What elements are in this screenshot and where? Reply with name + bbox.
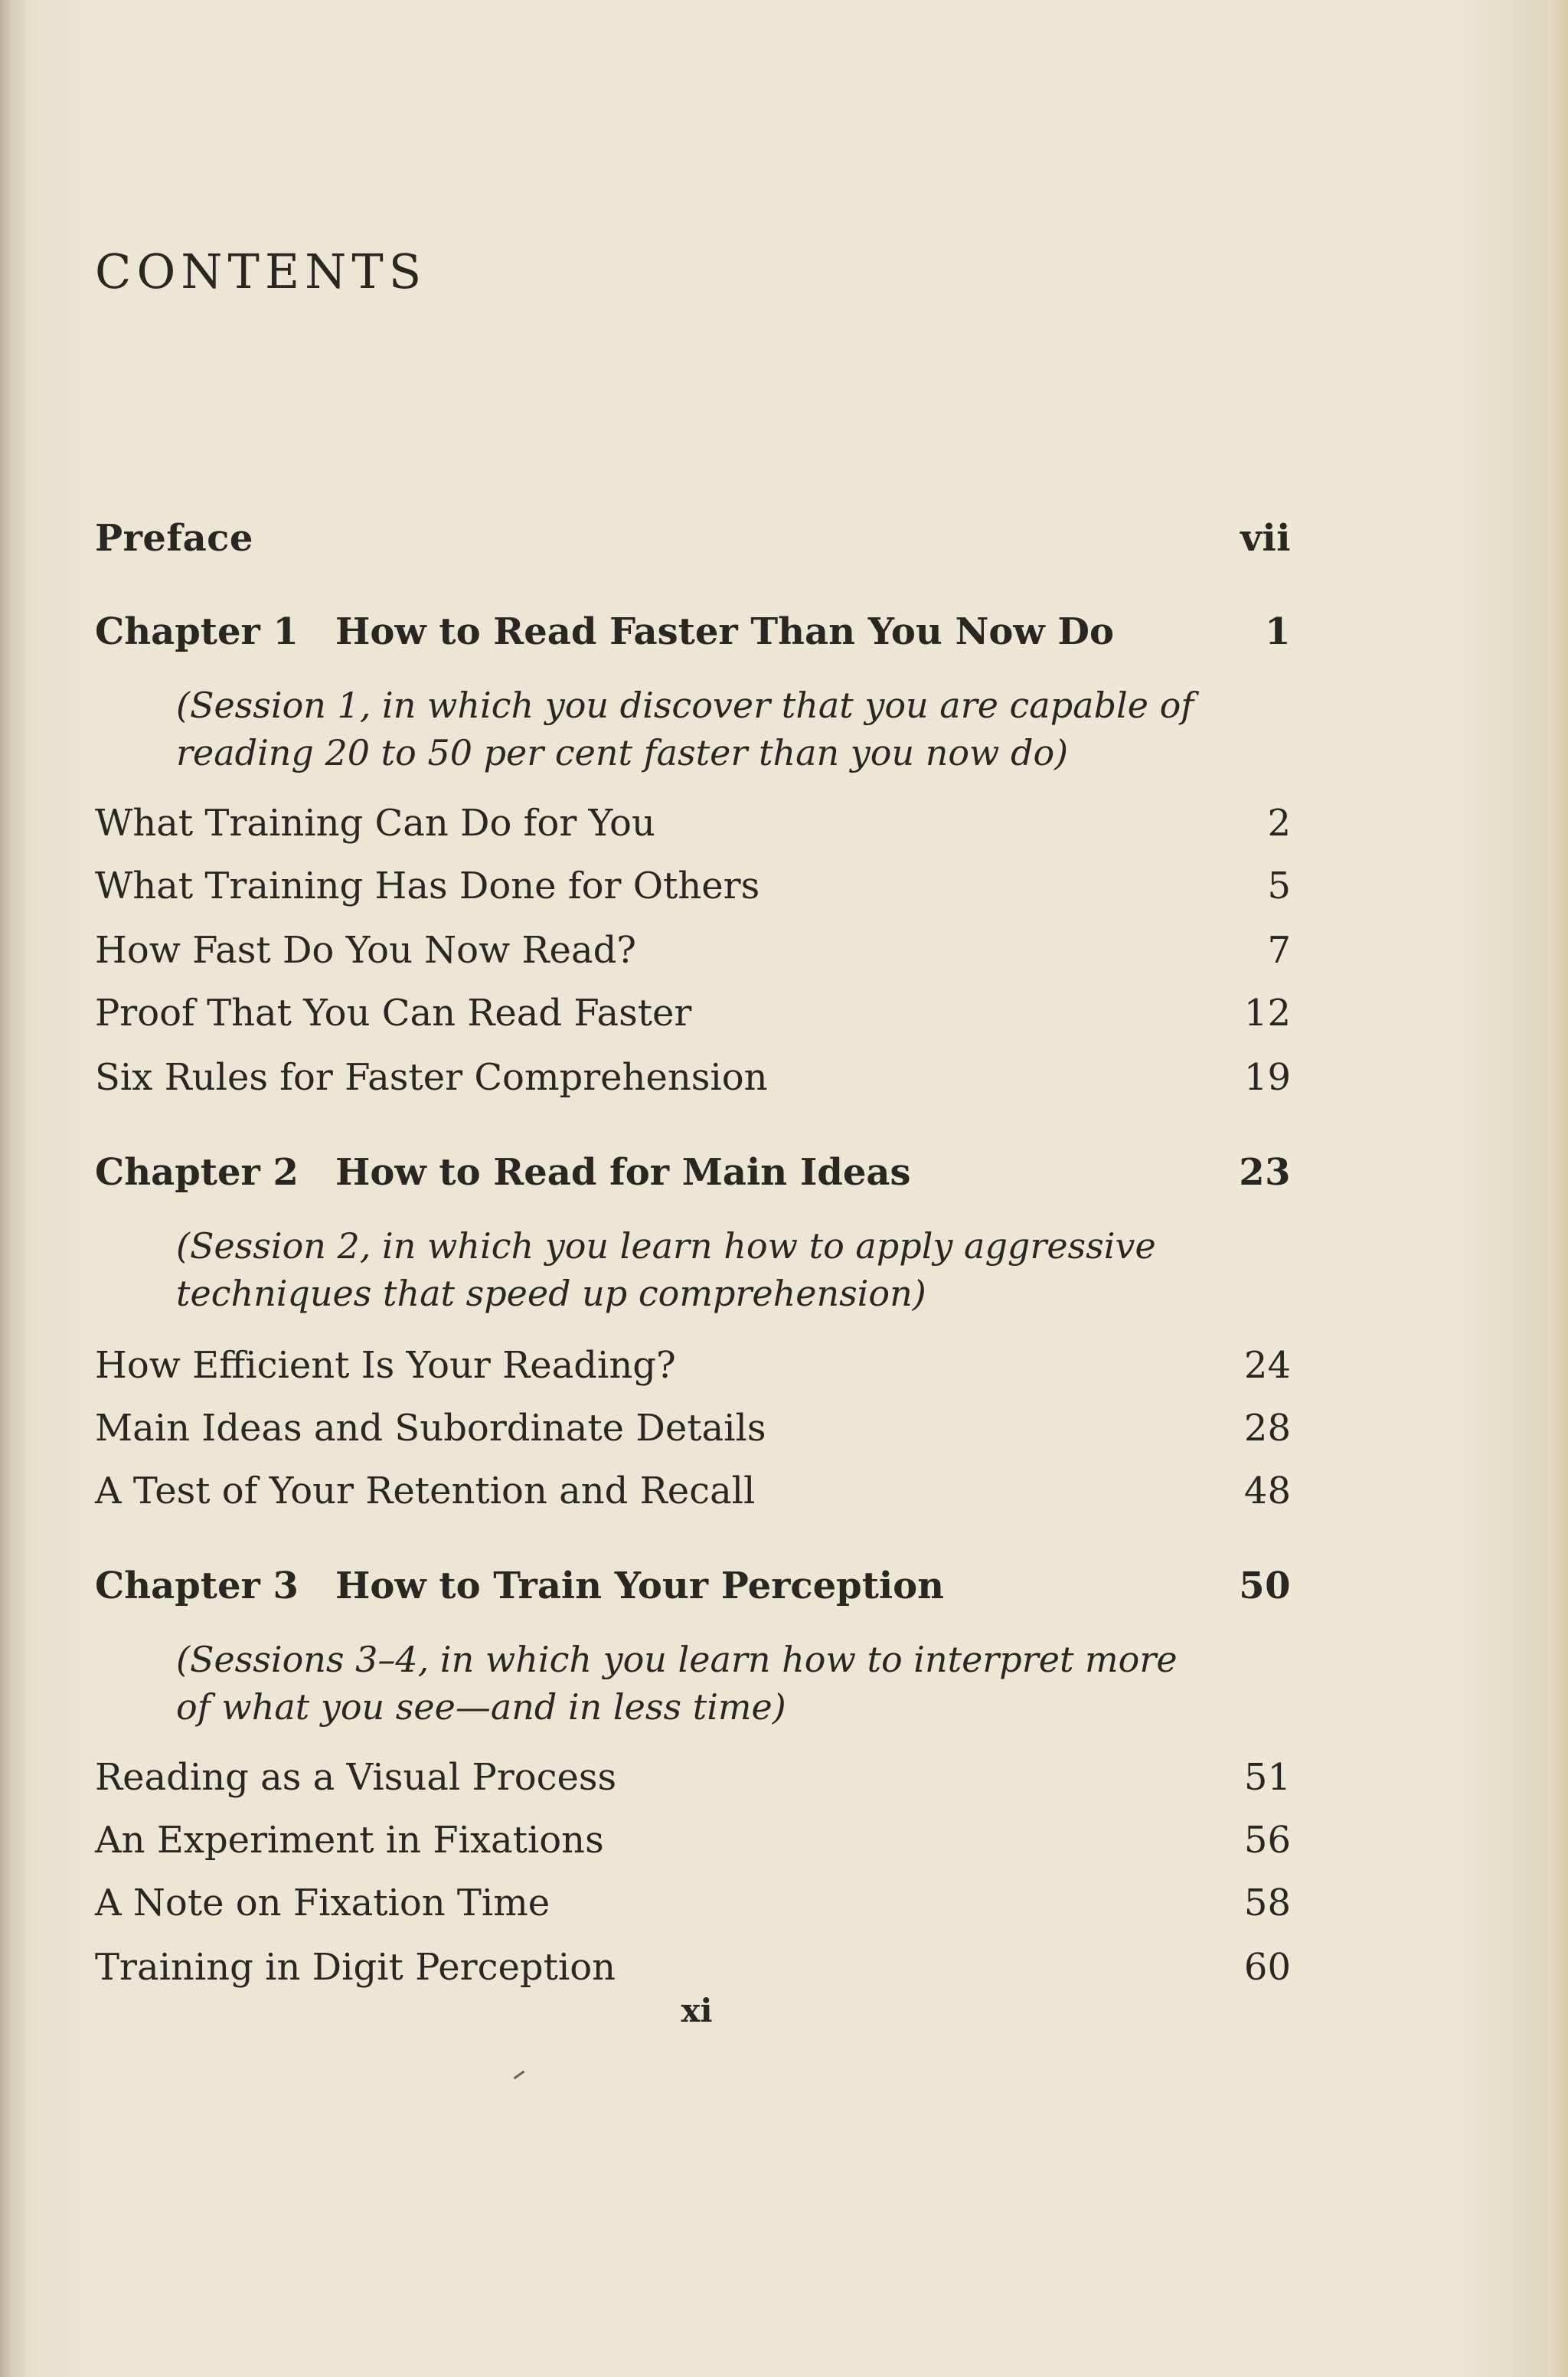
toc-section	[95, 1813, 1291, 1867]
pencil-mark	[514, 2071, 525, 2080]
toc-section-page: 7	[1267, 929, 1291, 972]
toc-entry-label: Preface	[95, 517, 253, 560]
toc-section-page: 48	[1243, 1470, 1291, 1512]
toc-section-page: 5	[1267, 865, 1291, 907]
toc-section	[95, 1339, 1291, 1392]
toc-section	[95, 796, 1291, 850]
toc-section	[95, 924, 1291, 977]
chapter-number: Chapter 2	[95, 1151, 299, 1194]
toc-chapter-1	[95, 605, 1291, 659]
toc-section-label: A Note on Fixation Time	[95, 1882, 550, 1924]
chapter-title: How to Read Faster Than You Now Do	[335, 610, 1114, 653]
chapter-page: 50	[1239, 1565, 1291, 1607]
chapter-page: 23	[1239, 1151, 1291, 1194]
toc-section-label: How Fast Do You Now Read?	[95, 929, 637, 972]
chapter-page: 1	[1265, 610, 1291, 653]
toc-section	[95, 1876, 1291, 1930]
chapter-number: Chapter 1	[95, 610, 299, 653]
toc-section-page: 19	[1243, 1056, 1291, 1099]
toc-section-label: Training in Digit Perception	[95, 1946, 616, 1989]
chapter-title: How to Read for Main Ideas	[335, 1151, 911, 1194]
toc-section-label: A Test of Your Retention and Recall	[95, 1470, 756, 1512]
chapter-title: How to Train Your Perception	[335, 1565, 945, 1607]
toc-section	[95, 1401, 1291, 1455]
toc-section-page: 56	[1243, 1819, 1291, 1862]
toc-section-label: An Experiment in Fixations	[95, 1819, 604, 1862]
book-spine-shadow	[0, 0, 26, 2377]
toc-section-label: Proof That You Can Read Faster	[95, 992, 692, 1035]
toc-entry-page: vii	[1240, 517, 1291, 560]
chapter-number: Chapter 3	[95, 1565, 299, 1607]
toc-section-page: 51	[1243, 1756, 1291, 1799]
toc-entry-preface	[95, 512, 1291, 565]
toc-section-label: Main Ideas and Subordinate Details	[95, 1407, 766, 1450]
toc-chapter-2	[95, 1146, 1291, 1199]
toc-section-label: How Efficient Is Your Reading?	[95, 1344, 676, 1387]
chapter-2-description: (Session 2, in which you learn how to apply aggressive techniques that speed up comprehension)	[176, 1225, 1156, 1314]
toc-section	[95, 859, 1291, 913]
toc-section-page: 60	[1243, 1946, 1291, 1989]
page-title: CONTENTS	[95, 244, 427, 299]
toc-section-label: What Training Can Do for You	[95, 802, 655, 845]
chapter-1-description: (Session 1, in which you discover that you are capable of reading 20 to 50 per cent faster than you now do)	[176, 685, 1194, 773]
page-folio: xi	[681, 1992, 713, 2029]
toc-section	[95, 1464, 1291, 1518]
toc-section-label: What Training Has Done for Others	[95, 865, 760, 907]
toc-section	[95, 1751, 1291, 1804]
chapter-3-description: (Sessions 3–4, in which you learn how to interpret more of what you see—and in less time)	[176, 1639, 1178, 1728]
toc-section-page: 28	[1243, 1407, 1291, 1450]
toc-section	[95, 1051, 1291, 1104]
toc-section-page: 12	[1243, 992, 1291, 1035]
toc-section-label: Reading as a Visual Process	[95, 1756, 617, 1799]
toc-section	[95, 1941, 1291, 1994]
toc-section-page: 2	[1267, 802, 1291, 845]
toc-section-page: 24	[1243, 1344, 1291, 1387]
toc-section-page: 58	[1243, 1882, 1291, 1924]
page-edge	[1548, 0, 1568, 2377]
toc-chapter-3	[95, 1559, 1291, 1613]
toc-section	[95, 986, 1291, 1040]
toc-section-label: Six Rules for Faster Comprehension	[95, 1056, 768, 1099]
